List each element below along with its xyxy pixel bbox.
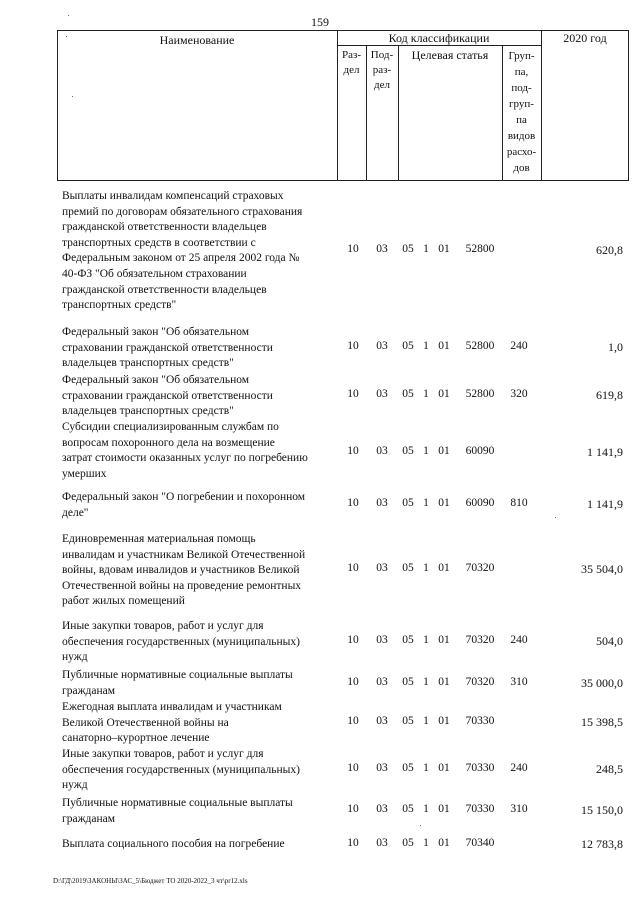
row-amount: 1,0 — [608, 340, 623, 354]
row-name-line: санаторно–курортное лечение — [62, 732, 210, 745]
row-code-vr: 240 — [510, 634, 528, 646]
row-code-c2: 1 — [423, 388, 429, 400]
row-code-c4: 52800 — [465, 388, 495, 400]
row-code-c1: 05 — [402, 803, 414, 815]
header-bottom-border — [57, 180, 629, 181]
row-code-rz: 10 — [347, 445, 359, 457]
row-amount: 1 141,9 — [587, 497, 623, 511]
header-target: Целевая статья — [411, 48, 489, 62]
row-name-line: Единовременная материальная помощь — [62, 533, 256, 545]
row-code-c2: 1 — [423, 676, 429, 688]
row-code-pr: 03 — [376, 497, 388, 509]
row-name — [62, 420, 344, 482]
row-name-line: владельцев транспортных средств" — [62, 357, 234, 370]
row-name — [62, 796, 344, 827]
header-left-border — [57, 30, 58, 180]
row-name-line: Выплата социального пособия на погребение — [62, 838, 285, 850]
row-code-c3: 01 — [438, 562, 450, 574]
row-code-c4: 70320 — [465, 676, 495, 688]
row-name-line: Публичные нормативные социальные выплаты — [62, 797, 293, 809]
header-name: Наименование — [159, 33, 235, 47]
header-year: 2020 год — [563, 31, 607, 45]
row-name-line: обеспечения государственных (муниципальных) — [62, 635, 300, 648]
scan-speck — [68, 15, 69, 16]
header-group: Груп- па, под- груп- па видов расхо- дов — [506, 50, 537, 174]
row-code-c2: 1 — [423, 837, 429, 849]
row-name-line: гражданам — [62, 684, 116, 697]
row-name-line: премий по договорам обязательного страхования — [62, 205, 303, 218]
row-amount: 248,5 — [596, 762, 623, 776]
row-name — [62, 668, 344, 699]
row-name-line: Федеральный закон "Об обязательном — [62, 374, 250, 386]
row-code-c1: 05 — [402, 497, 414, 509]
row-code-vr: 240 — [510, 340, 528, 352]
row-code-c2: 1 — [423, 445, 429, 457]
row-name-line: Выплаты инвалидам компенсаций страховых — [62, 190, 284, 202]
row-name-line: страховании гражданской ответственности — [62, 389, 273, 402]
row-code-c1: 05 — [402, 243, 414, 255]
row-name — [62, 837, 344, 853]
header-divider-subsection — [398, 45, 399, 180]
row-code-c3: 01 — [438, 676, 450, 688]
row-code-c1: 05 — [402, 388, 414, 400]
row-code-rz: 10 — [347, 676, 359, 688]
row-code-c1: 05 — [402, 340, 414, 352]
row-name-line: Публичные нормативные социальные выплаты — [62, 669, 293, 681]
row-amount: 15 150,0 — [581, 803, 623, 817]
row-code-c2: 1 — [423, 715, 429, 727]
row-code-c3: 01 — [438, 340, 450, 352]
header-subsection: Под- раз- дел — [370, 49, 394, 91]
row-code-vr: 310 — [510, 803, 528, 815]
row-name-line: Отечественной войны на проведение ремонтных — [62, 579, 302, 592]
row-code-c3: 01 — [438, 803, 450, 815]
row-name-line: вопросам похоронного дела на возмещение — [62, 436, 275, 449]
row-code-pr: 03 — [376, 837, 388, 849]
row-amount: 1 141,9 — [587, 445, 623, 459]
scan-speck — [66, 36, 67, 37]
row-amount: 35 504,0 — [581, 562, 623, 576]
row-code-c2: 1 — [423, 497, 429, 509]
scan-speck — [420, 825, 421, 826]
row-code-c3: 01 — [438, 243, 450, 255]
row-code-c2: 1 — [423, 634, 429, 646]
row-name — [62, 532, 344, 610]
row-name-line: работ жилых помещений — [62, 595, 185, 608]
row-code-c3: 01 — [438, 388, 450, 400]
row-code-pr: 03 — [376, 243, 388, 255]
row-code-c4: 70330 — [465, 762, 495, 774]
row-code-vr: 310 — [510, 676, 528, 688]
row-code-c3: 01 — [438, 837, 450, 849]
row-name-line: деле" — [62, 506, 89, 519]
row-name-line: умерших — [62, 467, 107, 480]
row-name-line: нужд — [62, 651, 88, 664]
row-code-c3: 01 — [438, 445, 450, 457]
row-name-line: гражданской ответственности владельцев — [62, 283, 267, 296]
row-name-line: Федеральный закон "О погребении и похоронном — [62, 491, 306, 503]
row-name-line: Федеральным законом от 25 апреля 2002 года № — [62, 252, 300, 265]
row-code-c2: 1 — [423, 762, 429, 774]
row-code-pr: 03 — [376, 388, 388, 400]
row-name-line: Великой Отечественной войны на — [62, 716, 229, 729]
row-code-c4: 60090 — [465, 445, 495, 457]
row-name-line: Иные закупки товаров, работ и услуг для — [62, 620, 264, 632]
row-code-c2: 1 — [423, 562, 429, 574]
row-code-c1: 05 — [402, 762, 414, 774]
row-code-vr: 320 — [510, 388, 528, 400]
row-code-rz: 10 — [347, 388, 359, 400]
file-path-footer: D:\ГД\2019\ЗАКОНЫ\ЗАС_5\Бюджет ТО 2020-2022_3 чт\pr12.xls — [53, 877, 248, 885]
row-name-line: войны, вдовам инвалидов и участников Великой — [62, 564, 300, 577]
row-amount: 620,8 — [596, 243, 623, 257]
page-number: 159 — [311, 15, 329, 29]
row-name — [62, 747, 344, 794]
row-code-pr: 03 — [376, 634, 388, 646]
row-code-c3: 01 — [438, 497, 450, 509]
row-code-pr: 03 — [376, 445, 388, 457]
row-code-rz: 10 — [347, 762, 359, 774]
row-code-c3: 01 — [438, 715, 450, 727]
row-name-line: 40-ФЗ "Об обязательном страховании — [62, 267, 247, 280]
row-name-line: транспортных средств" — [62, 299, 177, 312]
row-amount: 35 000,0 — [581, 676, 623, 690]
row-name-line: Субсидии специализированным службам по — [62, 421, 279, 433]
row-name — [62, 325, 344, 372]
row-code-c2: 1 — [423, 803, 429, 815]
row-name-line: Ежегодная выплата инвалидам и участникам — [62, 701, 282, 713]
row-code-rz: 10 — [347, 715, 359, 727]
row-code-c4: 70320 — [465, 634, 495, 646]
row-code-c4: 60090 — [465, 497, 495, 509]
row-name — [62, 700, 344, 747]
row-amount: 619,8 — [596, 388, 623, 402]
row-name-line: нужд — [62, 779, 88, 792]
row-amount: 12 783,8 — [581, 837, 623, 851]
row-name-line: затрат стоимости оказанных услуг по погребению — [62, 452, 308, 465]
row-name-line: обеспечения государственных (муниципальных) — [62, 763, 300, 776]
row-code-rz: 10 — [347, 634, 359, 646]
row-amount: 15 398,5 — [581, 715, 623, 729]
row-code-rz: 10 — [347, 837, 359, 849]
row-code-pr: 03 — [376, 562, 388, 574]
row-code-rz: 10 — [347, 497, 359, 509]
row-code-c3: 01 — [438, 634, 450, 646]
row-code-c1: 05 — [402, 562, 414, 574]
row-code-c1: 05 — [402, 837, 414, 849]
row-code-rz: 10 — [347, 340, 359, 352]
row-code-c1: 05 — [402, 715, 414, 727]
row-code-c3: 01 — [438, 762, 450, 774]
row-name-line: транспортных средств в соответствии с — [62, 236, 256, 249]
row-name — [62, 189, 344, 314]
row-name — [62, 490, 344, 521]
row-code-rz: 10 — [347, 562, 359, 574]
row-name — [62, 373, 344, 420]
row-code-c1: 05 — [402, 634, 414, 646]
row-name-line: владельцев транспортных средств" — [62, 405, 234, 418]
scan-speck — [72, 96, 73, 97]
header-divider-group — [541, 30, 542, 180]
row-code-rz: 10 — [347, 803, 359, 815]
row-code-c4: 52800 — [465, 243, 495, 255]
row-name-line: инвалидам и участникам Великой Отечественной — [62, 548, 306, 561]
row-name-line: гражданам — [62, 812, 116, 825]
row-code-pr: 03 — [376, 340, 388, 352]
row-code-c2: 1 — [423, 243, 429, 255]
header-section: Раз- дел — [341, 49, 361, 76]
scan-speck — [555, 517, 556, 518]
row-name-line: страховании гражданской ответственности — [62, 341, 273, 354]
row-name — [62, 619, 344, 666]
header-classification: Код классификации — [388, 31, 490, 45]
row-code-pr: 03 — [376, 762, 388, 774]
row-code-c4: 52800 — [465, 340, 495, 352]
row-code-c1: 05 — [402, 445, 414, 457]
row-code-c4: 70320 — [465, 562, 495, 574]
header-right-border — [628, 30, 629, 180]
row-code-pr: 03 — [376, 803, 388, 815]
row-code-c4: 70330 — [465, 715, 495, 727]
row-code-pr: 03 — [376, 715, 388, 727]
row-code-vr: 240 — [510, 762, 528, 774]
row-code-rz: 10 — [347, 243, 359, 255]
row-name-line: гражданской ответственности владельцев — [62, 221, 267, 234]
row-code-c4: 70330 — [465, 803, 495, 815]
row-code-vr: 810 — [510, 497, 528, 509]
row-code-pr: 03 — [376, 676, 388, 688]
row-name-line: Федеральный закон "Об обязательном — [62, 326, 250, 338]
row-name-line: Иные закупки товаров, работ и услуг для — [62, 748, 264, 760]
row-code-c1: 05 — [402, 676, 414, 688]
row-code-c4: 70340 — [465, 837, 495, 849]
row-amount: 504,0 — [596, 634, 623, 648]
row-code-c2: 1 — [423, 340, 429, 352]
